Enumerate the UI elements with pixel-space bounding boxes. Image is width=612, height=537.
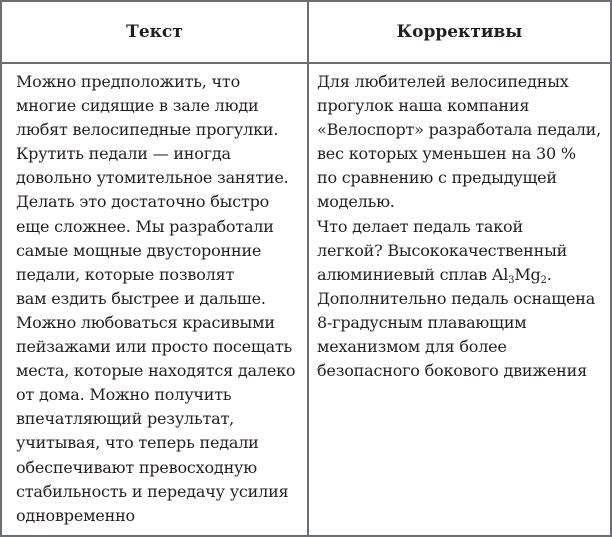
text-line: 8-градусным плавающим: [317, 312, 527, 332]
alloy-suffix: .: [546, 264, 552, 284]
text-line: пейзажами или просто посещать: [16, 337, 293, 357]
alloy-prefix: алюминиевый сплав Al: [317, 264, 509, 284]
text-line: легкой? Высококачественный: [317, 240, 568, 260]
subscript: 2: [540, 274, 547, 286]
text-line: места, которые находятся далеко: [16, 361, 296, 381]
text-line: впечатляющий результат,: [16, 409, 235, 429]
text-line: многие сидящие в зале люди: [16, 96, 259, 116]
text-line: Крутить педали — иногда: [16, 144, 231, 164]
alloy-line: [317, 263, 609, 287]
text-line: Дополнительно педаль оснащена: [317, 288, 596, 308]
column-divider: [307, 2, 309, 535]
header-divider: [2, 62, 610, 64]
text-line: одновременно: [16, 505, 135, 525]
text-line: довольно утомительное занятие.: [16, 168, 289, 188]
text-line: Делать это достаточно быстро: [16, 192, 270, 212]
text-line: от дома. Можно получить: [16, 385, 232, 405]
text-line: по сравнению с предыдущей: [317, 168, 557, 188]
text-line: учитывая, что теперь педали: [16, 433, 259, 453]
text-line: прогулок наша компания: [317, 96, 530, 116]
subscript: 3: [508, 274, 515, 286]
alloy-mid: Mg: [514, 264, 541, 284]
cell-text: [16, 70, 306, 528]
cell-corrections: [317, 70, 609, 383]
text-line: Можно любоваться красивыми: [16, 312, 275, 332]
text-line: Для любителей велосипедных: [317, 72, 569, 91]
text-line: безопасного бокового движения: [317, 361, 587, 381]
text-line: Можно предположить, что: [16, 72, 241, 91]
text-line: вам ездить быстрее и дальше.: [16, 288, 266, 308]
text-line: самые мощные двусторонние: [16, 240, 262, 260]
text-line: Что делает педаль такой: [317, 216, 523, 236]
text-line: моделью.: [317, 192, 395, 212]
text-line: любят велосипедные прогулки.: [16, 120, 279, 140]
header-corrections: Коррективы: [396, 22, 523, 42]
text-line: стабильность и передачу усилия: [16, 481, 289, 501]
text-line: механизмом для более: [317, 337, 507, 357]
text-line: еще сложнее. Мы разработали: [16, 216, 274, 236]
text-line: педали, которые позволят: [16, 264, 235, 284]
text-line: обеспечивают превосходную: [16, 457, 257, 477]
text-line: вес которых уменьшен на 30 %: [317, 144, 576, 164]
text-line: «Велоспорт» разработала педали,: [317, 120, 602, 140]
header-text: Текст: [126, 22, 183, 42]
